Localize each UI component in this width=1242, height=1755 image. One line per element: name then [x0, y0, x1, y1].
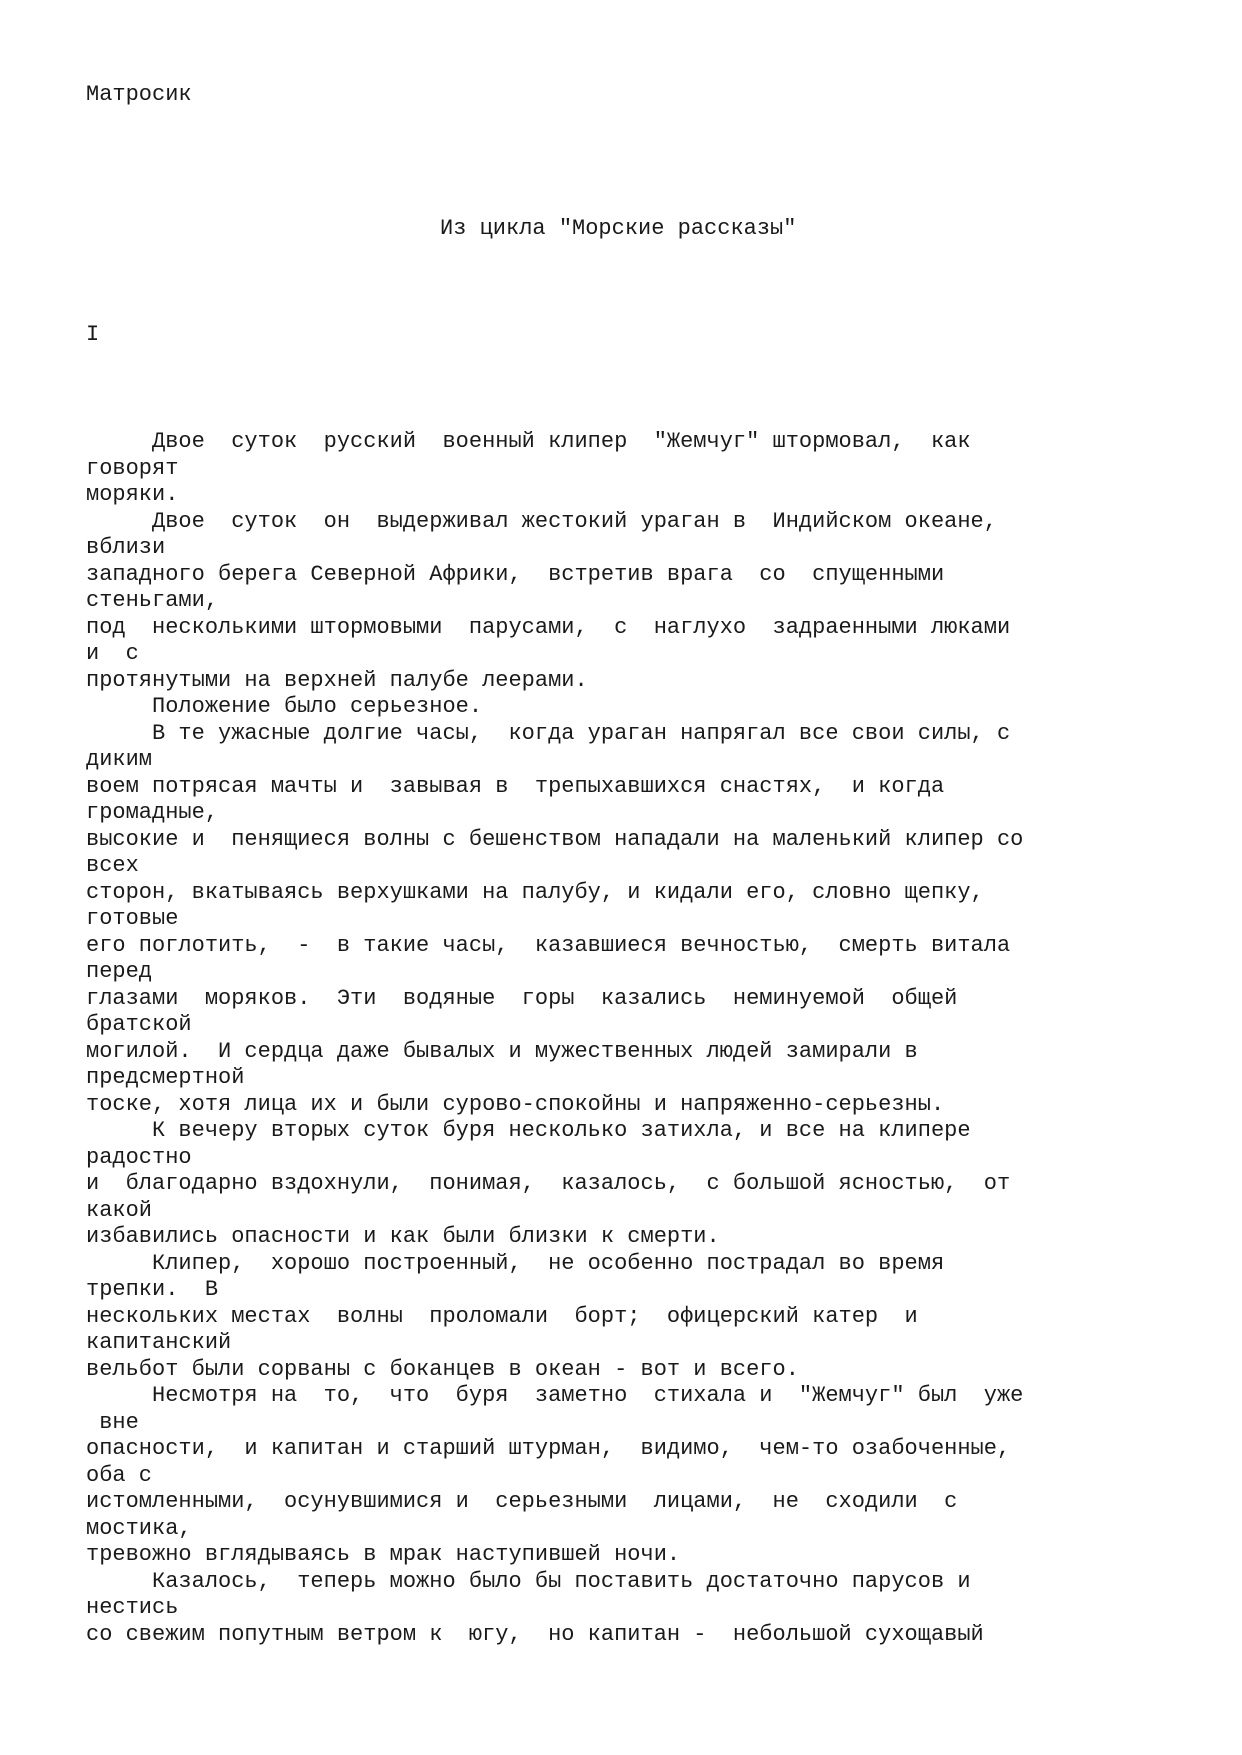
document-title: Матросик [86, 82, 192, 107]
text-line: избавились опасности и как были близки к смерти. [86, 1224, 720, 1249]
text-line: нестись [86, 1595, 179, 1620]
text-line: готовые [86, 906, 179, 931]
text-line: западного берега Северной Африки, встретив врага со спущенными [86, 561, 945, 587]
text-line: К вечеру вторых суток буря несколько затихла, и все на клипере [86, 1118, 971, 1143]
text-line: его поглотить, - в такие часы, казавшиеся вечностью, смерть витала [86, 932, 1011, 958]
text-line: перед [86, 959, 153, 984]
text-line: нескольких местах волны проломали борт; офицерский катер и [86, 1303, 918, 1329]
text-line: Двое суток русский военный клипер "Жемчуг" штормовал, как [86, 429, 971, 454]
text-line: высокие и пенящиеся волны с бешенством нападали на маленький клипер со [86, 826, 1024, 852]
text-line: моряки. [86, 482, 179, 507]
text-line: Клипер, хорошо построенный, не особенно пострадал во время [86, 1250, 945, 1276]
text-line: Положение было серьезное. [86, 694, 483, 719]
text-line: опасности, и капитан и старший штурман, видимо, чем-то озабоченные, [86, 1436, 1011, 1461]
text-line: со свежим попутным ветром к югу, но капитан - небольшой сухощавый [86, 1621, 984, 1647]
body-text [86, 429, 1023, 1648]
text-line: Казалось, теперь можно было бы поставить достаточно парусов и [86, 1568, 971, 1594]
text-line: трепки. В [86, 1277, 219, 1302]
text-line: говорят [86, 455, 179, 481]
text-line: и с [86, 641, 139, 666]
text-line: могилой. И сердца даже бывалых и мужественных людей замирали в [86, 1038, 918, 1064]
document-subtitle: Из цикла "Морские рассказы" [440, 216, 797, 241]
text-line: глазами моряков. Эти водяные горы казались неминуемой общей [86, 985, 958, 1011]
text-line: стеньгами, [86, 588, 219, 613]
chapter-number: I [86, 322, 100, 347]
text-line: сторон, вкатываясь верхушками на палубу, и кидали его, словно щепку, [86, 879, 984, 905]
text-line: капитанский [86, 1330, 232, 1355]
text-line: воем потрясая мачты и завывая в трепыхавшихся снастях, и когда [86, 773, 945, 799]
text-line: братской [86, 1012, 192, 1037]
text-line: какой [86, 1197, 153, 1223]
text-line: вблизи [86, 535, 166, 560]
text-line: радостно [86, 1144, 192, 1170]
text-line: всех [86, 853, 139, 878]
text-line: истомленными, осунувшимися и серьезными лицами, не сходили с [86, 1489, 958, 1514]
text-line: оба с [86, 1462, 153, 1488]
text-line: предсмертной [86, 1065, 245, 1090]
text-line: Несмотря на то, что буря заметно стихала и "Жемчуг" был уже [86, 1383, 1024, 1408]
text-line: тревожно вглядываясь в мрак наступившей ночи. [86, 1542, 681, 1567]
text-line: и благодарно вздохнули, понимая, казалось, с большой ясностью, от [86, 1171, 1011, 1196]
text-line: тоске, хотя лица их и были сурово-спокойны и напряженно-серьезны. [86, 1091, 945, 1117]
text-line: вне [86, 1409, 139, 1435]
text-line: под несколькими штормовыми парусами, с наглухо задраенными люками [86, 614, 1011, 640]
text-line: В те ужасные долгие часы, когда ураган напрягал все свои силы, с [86, 720, 1011, 746]
text-line: Двое суток он выдерживал жестокий ураган в Индийском океане, [86, 508, 997, 534]
text-line: протянутыми на верхней палубе леерами. [86, 667, 588, 693]
text-line: громадные, [86, 800, 219, 825]
text-line: мостика, [86, 1515, 192, 1541]
text-line: вельбот были сорваны с боканцев в океан - вот и всего. [86, 1356, 799, 1382]
text-line: диким [86, 747, 153, 772]
